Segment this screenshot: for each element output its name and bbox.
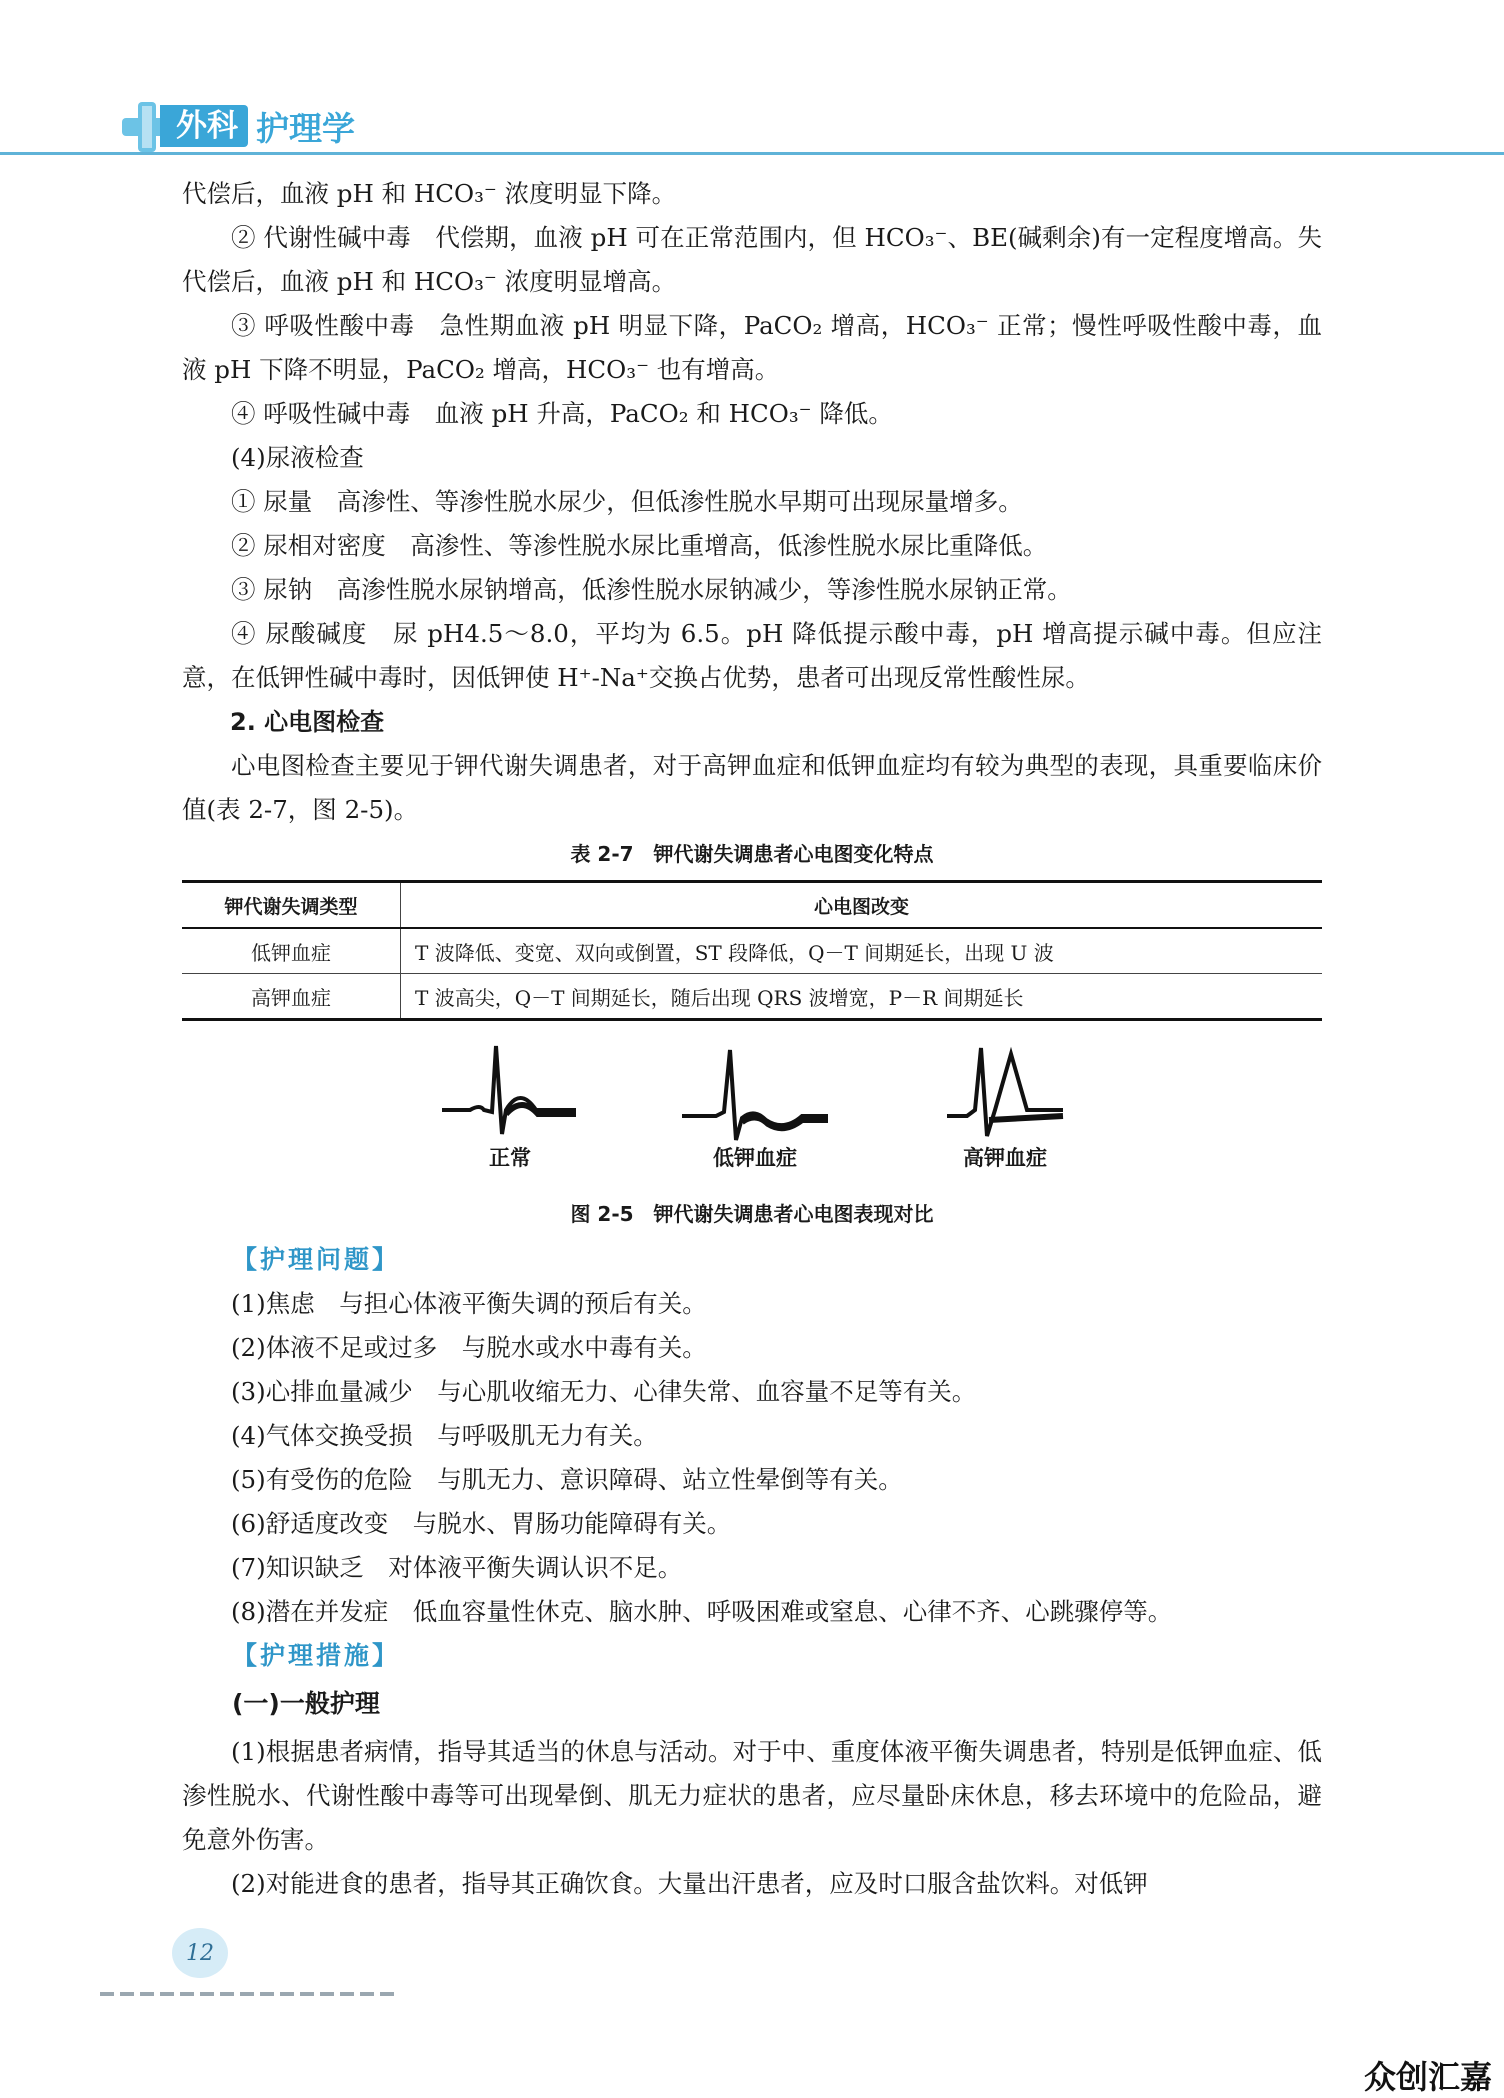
list-item: (6)舒适度改变 与脱水、胃肠功能障碍有关。 (231, 1509, 732, 1538)
figure-caption: 图 2-5 钾代谢失调患者心电图表现对比 (570, 1202, 934, 1226)
paragraph: ③ 尿钠 高渗性脱水尿钠增高，低渗性脱水尿钠减少，等渗性脱水尿钠正常。 (231, 575, 1072, 604)
table-header-cell: 钾代谢失调类型 (182, 882, 401, 929)
table-cell: T 波降低、变宽、双向或倒置，ST 段降低，Q－T 间期延长，出现 U 波 (401, 928, 1323, 974)
book-title (160, 104, 355, 148)
paragraph: ④ 呼吸性碱中毒 血液 pH 升高，PaCO₂ 和 HCO₃⁻ 降低。 (231, 399, 893, 428)
footer-dash-decoration (100, 1990, 400, 1998)
table-header-cell: 心电图改变 (401, 882, 1323, 929)
list-item: (8)潜在并发症 低血容量性休克、脑水肿、呼吸困难或窒息、心律不齐、心跳骤停等。 (231, 1597, 1173, 1626)
paragraph: ③ 呼吸性酸中毒 急性期血液 pH 明显下降，PaCO₂ 增高，HCO₃⁻ 正常；慢性呼吸性酸中毒，血液 pH 下降不明显，PaCO₂ 增高，HCO₃⁻ 也有增高。 (182, 311, 1322, 384)
book-title-badge: 外科 (160, 105, 248, 147)
paragraph: ② 代谢性碱中毒 代偿期，血液 pH 可在正常范围内，但 HCO₃⁻、BE(碱剩余)有一定程度增高。失代偿后，血液 pH 和 HCO₃⁻ 浓度明显增高。 (182, 223, 1322, 296)
heading-ecg: 2. 心电图检查 (230, 708, 385, 736)
paragraph: (1)根据患者病情，指导其适当的休息与活动。对于中、重度体液平衡失调患者，特别是低钾血症、低渗性脱水、代谢性酸中毒等可出现晕倒、肌无力症状的患者，应尽量卧床休息，移去环境中的危险品，避免意外伤害。 (182, 1737, 1322, 1854)
table-cell: 低钾血症 (182, 928, 401, 974)
paragraph: ② 尿相对密度 高渗性、等渗性脱水尿比重增高，低渗性脱水尿比重降低。 (231, 531, 1048, 560)
subheading-general: (一)一般护理 (232, 1689, 380, 1718)
table-cell: T 波高尖，Q－T 间期延长，随后出现 QRS 波增宽，P－R 间期延长 (401, 974, 1323, 1020)
paragraph: 代偿后，血液 pH 和 HCO₃⁻ 浓度明显下降。 (182, 179, 677, 208)
section-heading-problems: 【护理问题】 (232, 1245, 401, 1274)
book-title-rest: 护理学 (256, 108, 355, 148)
list-item: (1)焦虑 与担心体液平衡失调的预后有关。 (231, 1289, 707, 1318)
table-row (182, 928, 1322, 974)
page-number: 12 (172, 1928, 228, 1978)
list-item: (7)知识缺乏 对体液平衡失调认识不足。 (231, 1553, 683, 1582)
list-item: (5)有受伤的危险 与肌无力、意识障碍、站立性晕倒等有关。 (231, 1465, 903, 1494)
ecg-label-hyperkalemia: 高钾血症 (963, 1146, 1047, 1170)
section-heading-measures: 【护理措施】 (232, 1641, 401, 1670)
table-caption: 表 2-7 钾代谢失调患者心电图变化特点 (570, 842, 934, 866)
body-text-top (182, 172, 1322, 832)
paragraph: ④ 尿酸碱度 尿 pH4.5～8.0，平均为 6.5。pH 降低提示酸中毒，pH 增高提示碱中毒。但应注意，在低钾性碱中毒时，因低钾使 H⁺-Na⁺交换占优势，患者可出现反常性酸性尿。 (182, 619, 1322, 692)
paragraph: 心电图检查主要见于钾代谢失调患者，对于高钾血症和低钾血症均有较为典型的表现，具重要临床价值(表 2-7，图 2-5)。 (182, 751, 1322, 824)
paragraph: (2)对能进食的患者，指导其正确饮食。大量出汗患者，应及时口服含盐饮料。对低钾 (231, 1869, 1148, 1898)
ecg-label-normal: 正常 (489, 1146, 531, 1170)
ecg-label-hypokalemia: 低钾血症 (713, 1146, 797, 1170)
list-item: (2)体液不足或过多 与脱水或水中毒有关。 (231, 1333, 707, 1362)
list-item: (4)气体交换受损 与呼吸肌无力有关。 (231, 1421, 658, 1450)
nursing-problems (182, 1238, 1322, 1906)
table-header-row (182, 882, 1322, 929)
table-row (182, 974, 1322, 1020)
list-item: (3)心排血量减少 与心肌收缩无力、心律失常、血容量不足等有关。 (231, 1377, 977, 1406)
paragraph: ① 尿量 高渗性、等渗性脱水尿少，但低渗性脱水早期可出现尿量增多。 (231, 487, 1023, 516)
watermark: 众创汇嘉 (1363, 2058, 1492, 2096)
table-cell: 高钾血症 (182, 974, 401, 1020)
header-rule (0, 152, 1504, 155)
paragraph: (4)尿液检查 (231, 443, 364, 472)
ecg-table (182, 880, 1322, 1021)
